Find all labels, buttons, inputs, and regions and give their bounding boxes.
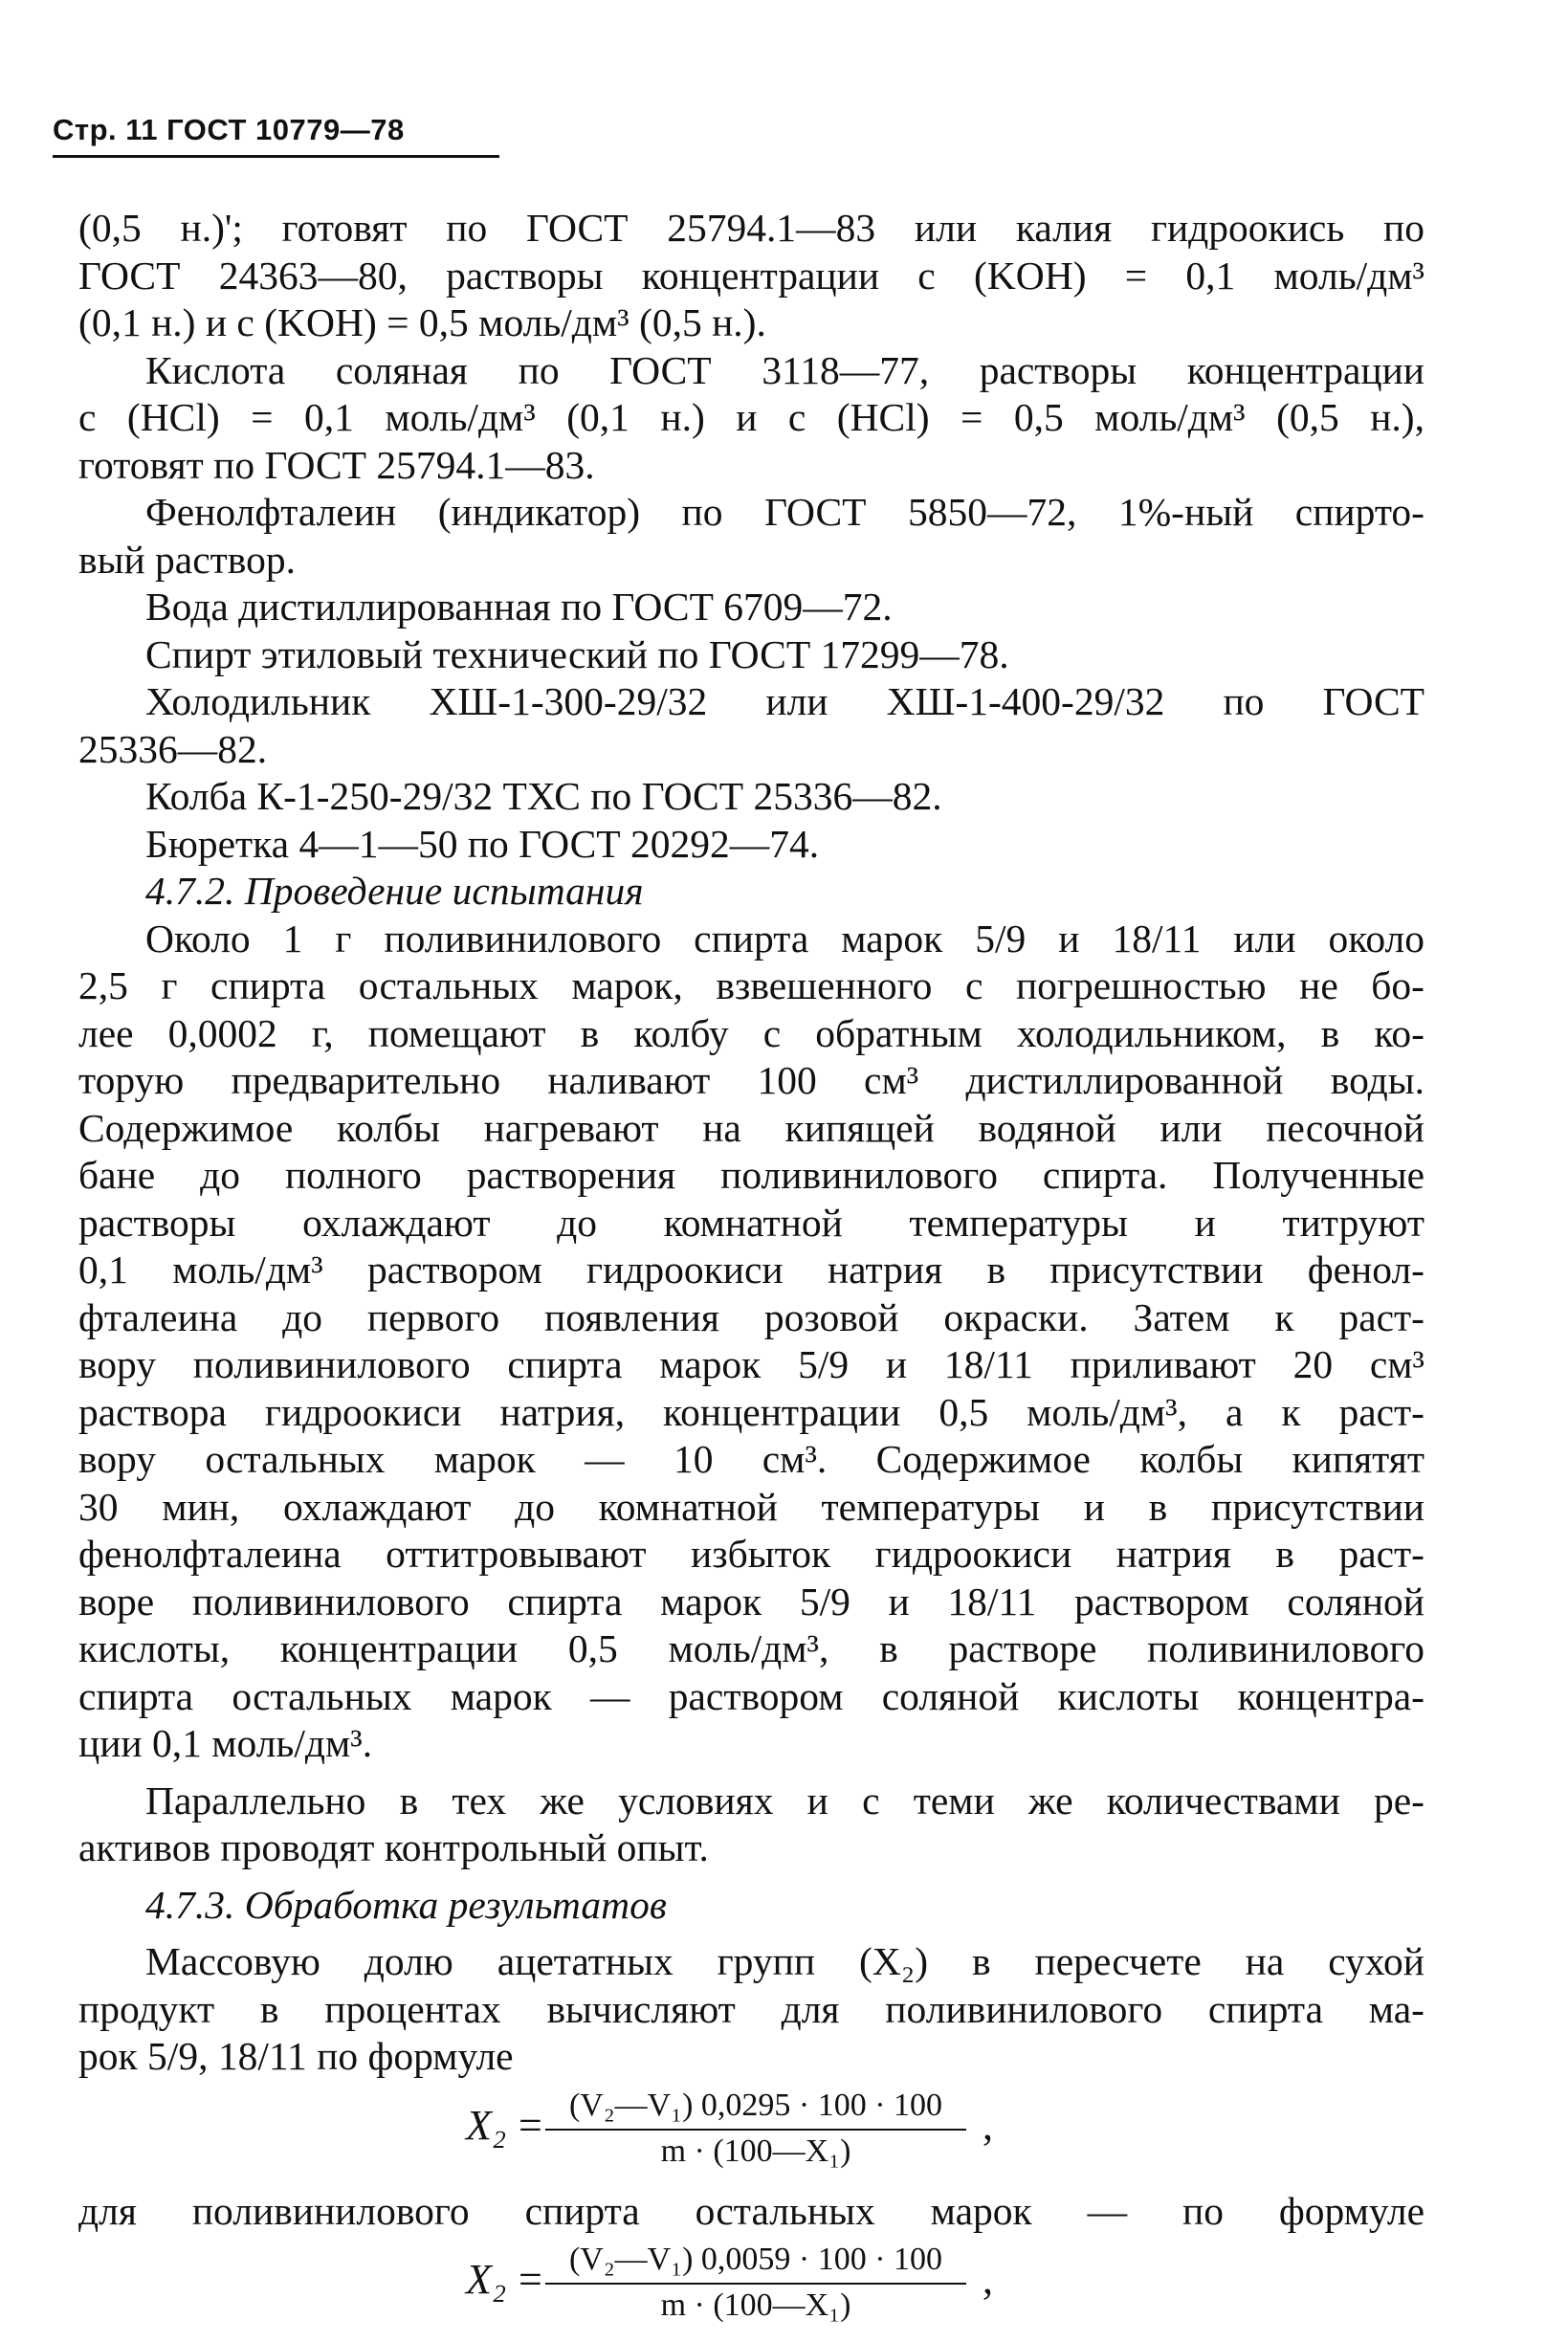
text-line: 25336—82. bbox=[78, 726, 268, 771]
text-line: раствора гидроокиси натрия, концентрации 0,5 моль/дм³, а к раст- bbox=[78, 1389, 1424, 1434]
text-line: Холодильник ХШ-1-300-29/32 или ХШ-1-400-29/32 по ГОСТ bbox=[145, 679, 1424, 723]
text-line: готовят по ГОСТ 25794.1—83. bbox=[78, 442, 595, 487]
formula-comma: , bbox=[983, 2256, 993, 2303]
text-line: вору остальных марок — 10 см³. Содержимое колбы кипятят bbox=[78, 1437, 1424, 1481]
text-line: вый раствор. bbox=[78, 537, 296, 582]
text-line: Фенолфталеин (индикатор) по ГОСТ 5850—72, 1%-ный спирто- bbox=[145, 490, 1424, 534]
text-line: Вода дистиллированная по ГОСТ 6709—72. bbox=[145, 585, 893, 629]
text-line: Бюретка 4—1—50 по ГОСТ 20292—74. bbox=[145, 821, 820, 866]
formula-denominator: m · (100—X₁) bbox=[660, 2132, 851, 2169]
document-body bbox=[78, 205, 1424, 2342]
section-heading: 4.7.3. Обработка результатов bbox=[145, 1882, 667, 1927]
text-line: Содержимое колбы нагревают на кипящей водяной или песочной bbox=[78, 1105, 1424, 1150]
text-line: 0,1 моль/дм³ раствором гидроокиси натрия в присутствии фенол- bbox=[78, 1248, 1424, 1292]
text-line: 30 мин, охлаждают до комнатной температуры и в присутствии bbox=[78, 1484, 1424, 1529]
text-line: активов проводят контрольный опыт. bbox=[78, 1825, 709, 1869]
text-line: Параллельно в тех же условиях и с теми же количествами ре- bbox=[145, 1778, 1424, 1823]
text-line: Массовую долю ацетатных групп (X₂) в пересчете на сухой bbox=[145, 1939, 1424, 1983]
text-line: торую предварительно наливают 100 см³ дистиллированной воды. bbox=[78, 1058, 1424, 1102]
text-line: для поливинилового спирта остальных марок — по формуле bbox=[78, 2188, 1424, 2233]
formula-2 bbox=[88, 2235, 1424, 2342]
formula-fraction bbox=[545, 2239, 966, 2327]
formula-equals: = bbox=[519, 2101, 542, 2149]
text-line: Спирт этиловый технический по ГОСТ 17299—78. bbox=[145, 631, 1009, 676]
page-header: Стр. 11 ГОСТ 10779—78 bbox=[53, 113, 405, 146]
text-line: вору поливинилового спирта марок 5/9 и 18/11 приливают 20 см³ bbox=[78, 1342, 1424, 1386]
text-line: лее 0,0002 г, помещают в колбу с обратным холодильником, в ко- bbox=[78, 1010, 1424, 1055]
header-rule bbox=[53, 155, 499, 158]
text-line: 2,5 г спирта остальных марок, взвешенного с погрешностью не бо- bbox=[78, 963, 1424, 1007]
text-line: c (HCl) = 0,1 моль/дм³ (0,1 н.) и c (HCl) = 0,5 моль/дм³ (0,5 н.), bbox=[78, 395, 1424, 439]
text-line: (0,5 н.)'; готовят по ГОСТ 25794.1—83 или калия гидроокись по bbox=[78, 206, 1424, 250]
text-line: ГОСТ 24363—80, растворы концентрации c (KOH) = 0,1 моль/дм³ bbox=[78, 253, 1424, 298]
section-heading: 4.7.2. Проведение испытания bbox=[145, 869, 644, 913]
formula-fraction bbox=[545, 2085, 966, 2173]
text-line: фенолфталеина оттитровывают избыток гидроокиси натрия в раст- bbox=[78, 1532, 1424, 1576]
formula-lhs: X₂ bbox=[466, 2256, 507, 2303]
formula-numerator: (V₂—V₁) 0,0059 · 100 · 100 bbox=[545, 2239, 966, 2285]
text-line: ции 0,1 моль/дм³. bbox=[78, 1721, 373, 1765]
text-line: растворы охлаждают до комнатной температуры и титруют bbox=[78, 1200, 1424, 1245]
formula-1 bbox=[88, 2081, 1424, 2188]
text-line: кислоты, концентрации 0,5 моль/дм³, в растворе поливинилового bbox=[78, 1626, 1424, 1670]
text-line: (0,1 н.) и c (KOH) = 0,5 моль/дм³ (0,5 н.). bbox=[78, 300, 766, 344]
text-line: рок 5/9, 18/11 по формуле bbox=[78, 2034, 514, 2078]
text-line: воре поливинилового спирта марок 5/9 и 18/11 раствором соляной bbox=[78, 1579, 1424, 1624]
text-line: спирта остальных марок — раствором соляной кислоты концентра- bbox=[78, 1673, 1424, 1718]
text-line: Около 1 г поливинилового спирта марок 5/9 и 18/11 или около bbox=[145, 916, 1424, 961]
text-line: фталеина до первого появления розовой окраски. Затем к раст- bbox=[78, 1294, 1424, 1339]
formula-denominator: m · (100—X₁) bbox=[660, 2287, 851, 2323]
text-line: Кислота соляная по ГОСТ 3118—77, растворы концентрации bbox=[145, 347, 1424, 392]
text-line: Колба К-1-250-29/32 ТХС по ГОСТ 25336—82. bbox=[145, 774, 942, 818]
formula-equals: = bbox=[519, 2256, 542, 2303]
formula-lhs: X₂ bbox=[466, 2101, 507, 2149]
formula-numerator: (V₂—V₁) 0,0295 · 100 · 100 bbox=[545, 2085, 966, 2131]
formula-comma: , bbox=[983, 2101, 993, 2149]
text-line: бане до полного растворения поливинилового спирта. Полученные bbox=[78, 1153, 1424, 1197]
text-line: продукт в процентах вычисляют для поливинилового спирта ма- bbox=[78, 1986, 1424, 2031]
